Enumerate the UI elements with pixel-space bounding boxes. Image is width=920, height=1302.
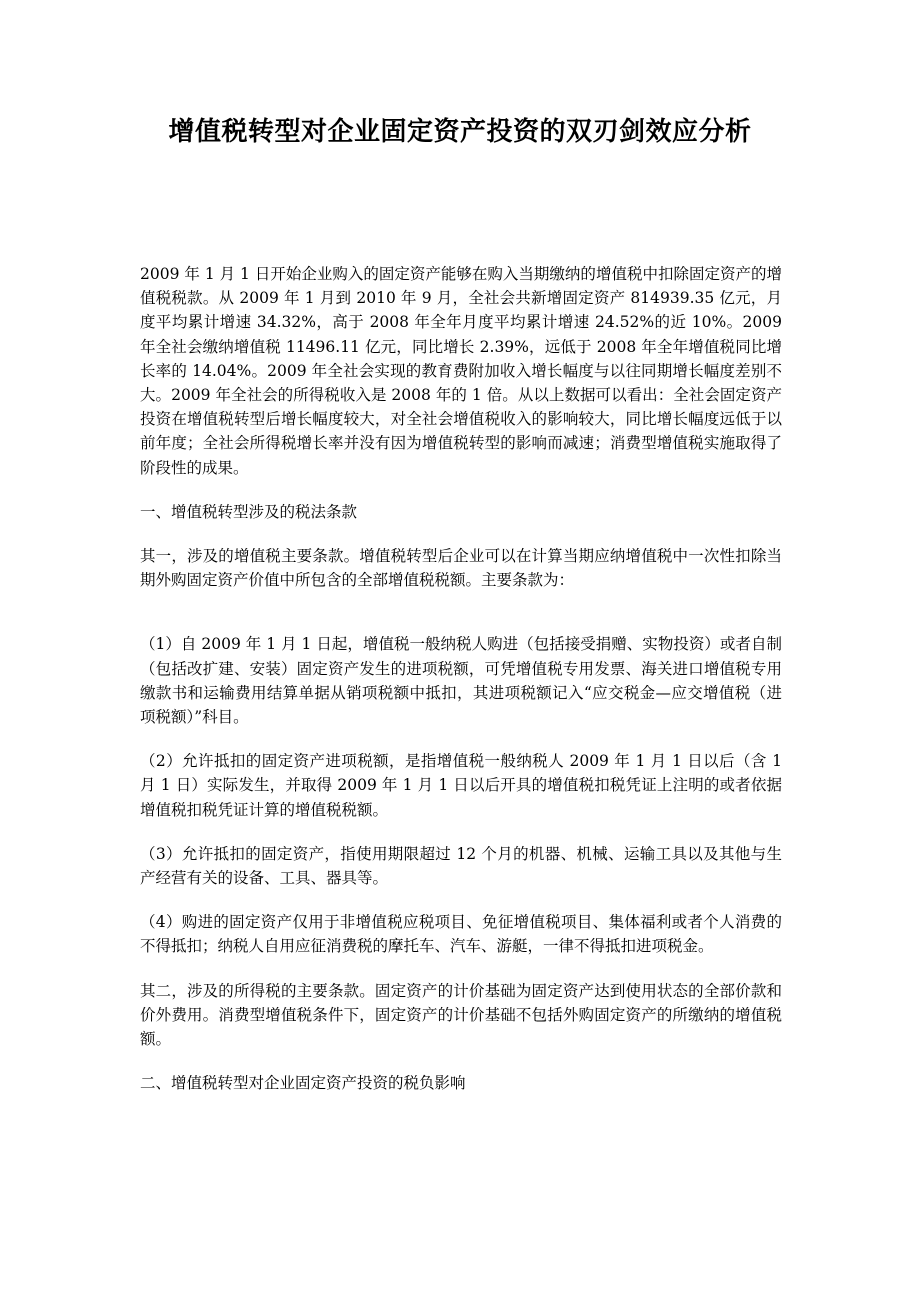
section-heading-1: 一、增值税转型涉及的税法条款 [140, 502, 358, 521]
paragraph-vat-clauses: 其一，涉及的增值税主要条款。增值税转型后企业可以在计算当期应纳增值税中一次性扣除当期外购固定资产价值中所包含的全部增值税税额。主要条款为： [140, 547, 782, 590]
clause-item-1: （1）自 2009 年 1 月 1 日起，增值税一般纳税人购进（包括接受捐赠、实物投资）或者自制（包括改扩建、安装）固定资产发生的进项税额，可凭增值税专用发票、海关进口增值税专用缴款书和运输费用结算单据从销项税额中抵扣，其进项税额记入“应交税金—应交增值税（进项税额）”科目。 [140, 635, 782, 727]
document-body [140, 262, 782, 1115]
intro-paragraph: 2009 年 1 月 1 日开始企业购入的固定资产能够在购入当期缴纳的增值税中扣除固定资产的增值税税款。从 2009 年 1 月到 2010 年 9 月，全社会共新增固定资产 814939.35 亿元，月度平均累计增速 34.32%，高于 2008 年全年月度平均累计增速 24.52%的近 10%。2009 年全社会缴纳增值税 11496.11 亿元，同比增长 2.39%，远低于 2008 年全年增值税同比增长率的 14.04%。2009 年全社会实现的教育费附加收入增长幅度与以往同期增长幅度差别不大。2009 年全社会的所得税收入是 2008 年的 1 倍。从以上数据可以看出：全社会固定资产投资在增值税转型后增长幅度较大，对全社会增值税收入的影响较大，同比增长幅度远低于以前年度；全社会所得税增长率并没有因为增值税转型的影响而减速；消费型增值税实施取得了阶段性的成果。 [140, 265, 782, 477]
document-title: 增值税转型对企业固定资产投资的双刃剑效应分析 [168, 117, 752, 147]
section-heading-2: 二、增值税转型对企业固定资产投资的税负影响 [140, 1074, 466, 1093]
clause-item-3: （3）允许抵扣的固定资产，指使用期限超过 12 个月的机器、机械、运输工具以及其他与生产经营有关的设备、工具、器具等。 [140, 844, 782, 888]
clause-item-4: （4）购进的固定资产仅用于非增值税应税项目、免征增值税项目、集体福利或者个人消费的不得抵扣；纳税人自用应征消费税的摩托车、汽车、游艇，一律不得抵扣进项税金。 [140, 913, 782, 956]
paragraph-income-tax-clauses: 其二，涉及的所得税的主要条款。固定资产的计价基础为固定资产达到使用状态的全部价款和价外费用。消费型增值税条件下，固定资产的计价基础不包括外购固定资产的所缴纳的增值税额。 [140, 981, 782, 1049]
clause-item-2: （2）允许抵扣的固定资产进项税额，是指增值税一般纳税人 2009 年 1 月 1 日以后（含 1 月 1 日）实际发生，并取得 2009 年 1 月 1 日以后开具的增值税扣税凭证上注明的或者依据增值税扣税凭证计算的增值税税额。 [140, 752, 782, 819]
